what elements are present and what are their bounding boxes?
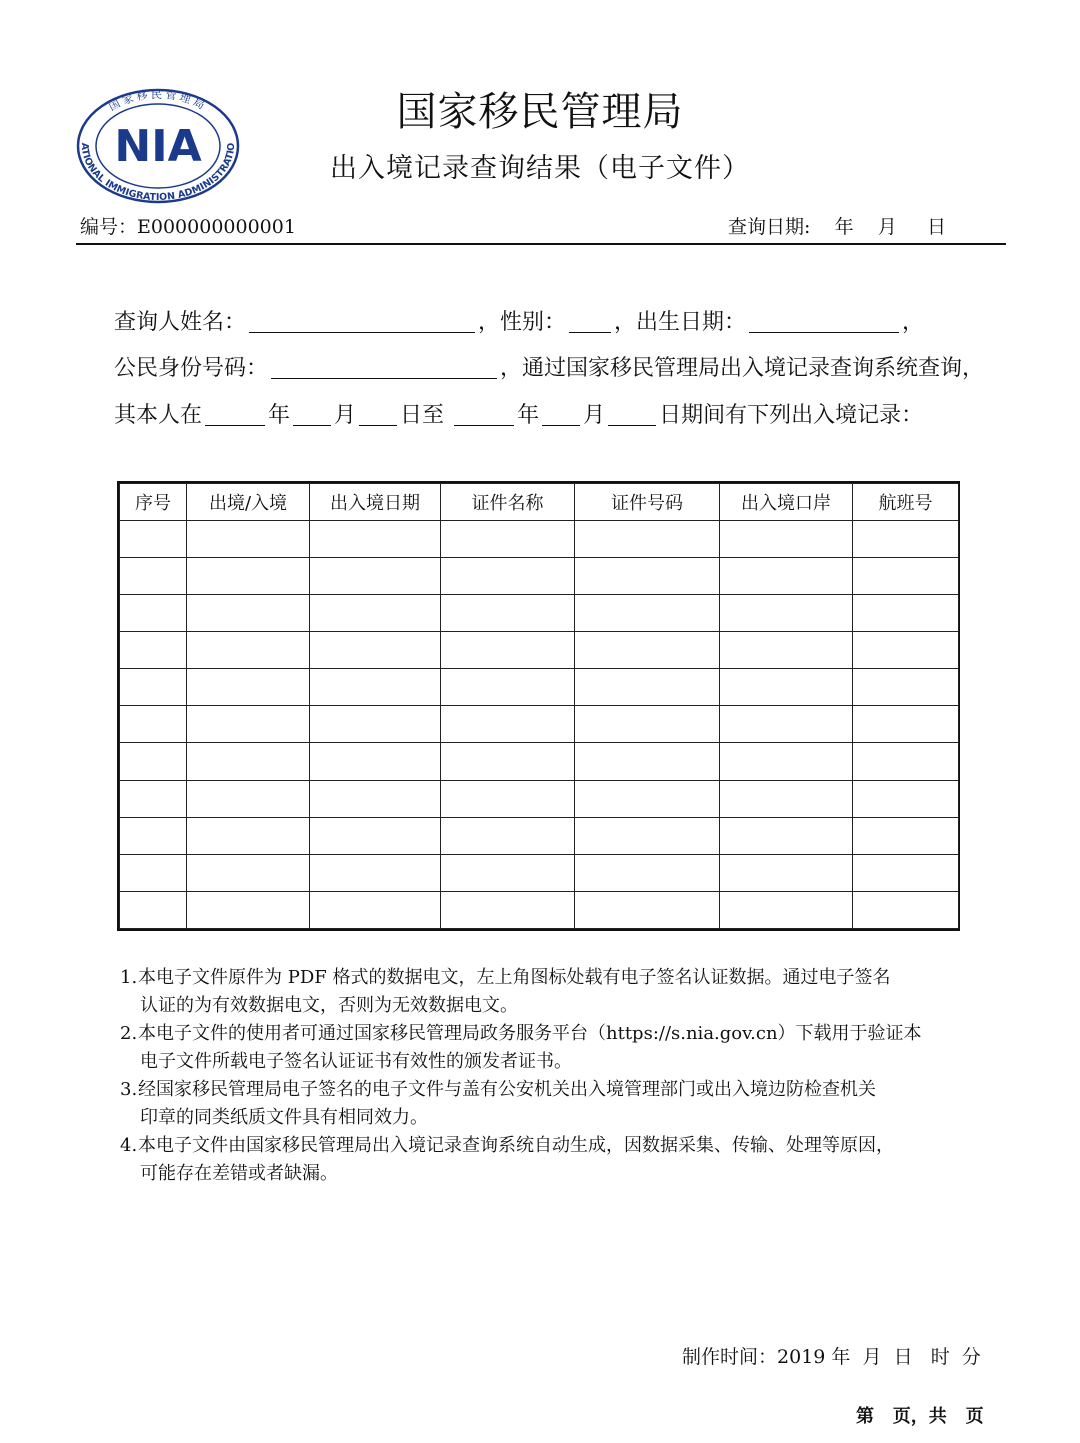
table-cell <box>441 521 575 558</box>
table-cell <box>720 558 853 595</box>
query-date-year: 年 <box>834 216 854 238</box>
note-number: 1. <box>120 967 138 988</box>
note-text: 经国家移民管理局电子签名的电子文件与盖有公安机关出入境管理部门或出入境边防检查机关 <box>138 1079 876 1100</box>
table-cell <box>310 854 441 891</box>
table-cell <box>575 780 720 817</box>
table-cell <box>720 595 853 632</box>
table-cell <box>120 891 187 928</box>
page-number: 第 页，共 页 <box>856 1406 984 1427</box>
query-date-month: 月 <box>877 216 897 238</box>
table-cell <box>310 669 441 706</box>
table-cell <box>187 780 310 817</box>
column-header: 航班号 <box>853 484 959 521</box>
table-cell <box>120 595 187 632</box>
table-cell <box>441 669 575 706</box>
table-cell <box>310 780 441 817</box>
table-row <box>120 854 959 891</box>
line1-end: ， <box>902 310 925 335</box>
header-divider <box>76 243 1006 245</box>
table-cell <box>853 780 959 817</box>
table-cell <box>120 521 187 558</box>
table-cell <box>310 632 441 669</box>
table-cell <box>441 854 575 891</box>
table-cell <box>853 743 959 780</box>
column-header: 序号 <box>120 484 187 521</box>
note-number: 4. <box>120 1135 138 1156</box>
table-cell <box>575 817 720 854</box>
note-text-continued: 认证的为有效数据电文，否则为无效数据电文。 <box>140 995 518 1016</box>
table-cell <box>120 632 187 669</box>
table-body <box>120 521 959 929</box>
start-day-blank <box>359 403 397 426</box>
table-cell <box>720 891 853 928</box>
document-title: 出入境记录查询结果（电子文件） <box>330 153 750 184</box>
table-cell <box>187 854 310 891</box>
table-cell <box>575 854 720 891</box>
table-cell <box>310 706 441 743</box>
query-date-label: 查询日期: <box>728 216 811 238</box>
table-cell <box>853 632 959 669</box>
table-cell <box>187 743 310 780</box>
table-cell <box>187 817 310 854</box>
table-cell <box>310 743 441 780</box>
production-time-rest: 年 月 日 时 分 <box>831 1346 981 1368</box>
note-number: 2. <box>120 1023 138 1044</box>
column-header: 出入境口岸 <box>720 484 853 521</box>
paragraph-line-1 <box>114 308 924 338</box>
column-header: 证件号码 <box>575 484 720 521</box>
name-label: 查询人姓名： <box>114 310 247 335</box>
table-cell <box>720 817 853 854</box>
note-text-continued: 可能存在差错或者缺漏。 <box>140 1163 338 1184</box>
end-month-blank <box>542 403 580 426</box>
table-cell <box>575 706 720 743</box>
table-cell <box>120 854 187 891</box>
column-header: 证件名称 <box>441 484 575 521</box>
table-cell <box>575 595 720 632</box>
table-cell <box>720 632 853 669</box>
table-cell <box>187 669 310 706</box>
note-1 <box>120 964 980 1020</box>
table-cell <box>441 706 575 743</box>
table-cell <box>575 632 720 669</box>
table-cell <box>187 706 310 743</box>
table-cell <box>187 558 310 595</box>
table-cell <box>720 521 853 558</box>
table-row <box>120 632 959 669</box>
table-cell <box>853 669 959 706</box>
table-cell <box>853 817 959 854</box>
start-day-label: 日至 <box>400 403 445 428</box>
table-row <box>120 817 959 854</box>
table-cell <box>853 521 959 558</box>
table-header-row <box>120 484 959 521</box>
paragraph-line-2 <box>114 354 984 384</box>
table-row <box>120 595 959 632</box>
query-date-row <box>728 214 946 240</box>
table-cell <box>720 743 853 780</box>
table-cell <box>187 632 310 669</box>
note-text: 本电子文件的使用者可通过国家移民管理局政务服务平台（https://s.nia.gov.cn）下载用于验证本 <box>138 1023 922 1044</box>
table-cell <box>120 743 187 780</box>
note-number: 3. <box>120 1079 138 1100</box>
table-cell <box>187 521 310 558</box>
table-cell <box>853 891 959 928</box>
table-cell <box>441 558 575 595</box>
end-month-label: 月 <box>583 403 606 428</box>
logo-text: NIA <box>114 121 202 172</box>
table-cell <box>120 558 187 595</box>
logo-ring-en: ATIONAL IMMIGRATION ADMINISTRATIO <box>78 142 238 204</box>
serial-label: 编号： <box>80 216 138 238</box>
table-cell <box>853 558 959 595</box>
note-text: 本电子文件由国家移民管理局出入境记录查询系统自动生成，因数据采集、传输、处理等原因， <box>138 1135 894 1156</box>
table-cell <box>441 743 575 780</box>
table-row <box>120 706 959 743</box>
table-row <box>120 558 959 595</box>
note-4 <box>120 1132 980 1188</box>
note-text-continued: 电子文件所载电子签名认证证书有效性的颁发者证书。 <box>140 1051 572 1072</box>
serial-number-row <box>80 214 296 240</box>
table-cell <box>120 817 187 854</box>
start-month-blank <box>293 403 331 426</box>
table-cell <box>575 891 720 928</box>
agency-title: 国家移民管理局 <box>396 89 684 135</box>
records-table <box>117 481 960 931</box>
production-time-label: 制作时间： <box>682 1346 778 1368</box>
table-cell <box>187 595 310 632</box>
gender-blank <box>569 310 611 333</box>
table-cell <box>441 817 575 854</box>
table-cell <box>720 706 853 743</box>
note-2 <box>120 1020 980 1076</box>
table-cell <box>441 595 575 632</box>
table-cell <box>575 558 720 595</box>
logo-ring-cn: 国家移民管理局 <box>106 88 210 114</box>
serial-value: E000000000001 <box>137 216 296 238</box>
table-cell <box>720 854 853 891</box>
name-blank <box>249 310 475 333</box>
production-year: 2019 <box>777 1346 826 1368</box>
id-label: 公民身份号码： <box>114 356 269 381</box>
gender-label: ，性别： <box>478 310 567 335</box>
period-suffix: 日期间有下列出入境记录： <box>659 403 924 428</box>
table-cell <box>441 632 575 669</box>
birth-date-blank <box>749 310 899 333</box>
table-cell <box>310 817 441 854</box>
table-cell <box>120 706 187 743</box>
start-year-label: 年 <box>268 403 291 428</box>
table-cell <box>853 595 959 632</box>
production-time <box>682 1344 981 1370</box>
end-year-label: 年 <box>517 403 540 428</box>
table-row <box>120 669 959 706</box>
note-3 <box>120 1076 980 1132</box>
table-cell <box>720 780 853 817</box>
period-prefix: 其本人在 <box>114 403 203 428</box>
query-date-day: 日 <box>926 216 946 238</box>
table-row <box>120 891 959 928</box>
table-cell <box>853 854 959 891</box>
paragraph-line-3 <box>114 401 923 431</box>
table-cell <box>310 595 441 632</box>
table-cell <box>310 521 441 558</box>
table-cell <box>575 743 720 780</box>
end-day-blank <box>608 403 656 426</box>
column-header: 出境/入境 <box>187 484 310 521</box>
start-year-blank <box>205 403 265 426</box>
table-cell <box>575 669 720 706</box>
column-header: 出入境日期 <box>310 484 441 521</box>
table-cell <box>720 669 853 706</box>
table-cell <box>310 558 441 595</box>
table-cell <box>441 891 575 928</box>
start-month-label: 月 <box>334 403 357 428</box>
end-year-blank <box>454 403 514 426</box>
table-cell <box>853 706 959 743</box>
table-cell <box>187 891 310 928</box>
table-cell <box>575 521 720 558</box>
table-row <box>120 780 959 817</box>
table-cell <box>120 669 187 706</box>
birth-label: ，出生日期： <box>614 310 747 335</box>
query-statement: ，通过国家移民管理局出入境记录查询系统查询， <box>500 356 985 381</box>
nia-logo <box>76 88 240 204</box>
id-number-blank <box>271 356 497 379</box>
table-cell <box>310 891 441 928</box>
table-cell <box>120 780 187 817</box>
table-cell <box>441 780 575 817</box>
table-row <box>120 743 959 780</box>
table-row <box>120 521 959 558</box>
note-text: 本电子文件原件为 PDF 格式的数据电文，左上角图标处载有电子签名认证数据。通过电子签名 <box>138 967 891 988</box>
note-text-continued: 印章的同类纸质文件具有相同效力。 <box>140 1107 428 1128</box>
